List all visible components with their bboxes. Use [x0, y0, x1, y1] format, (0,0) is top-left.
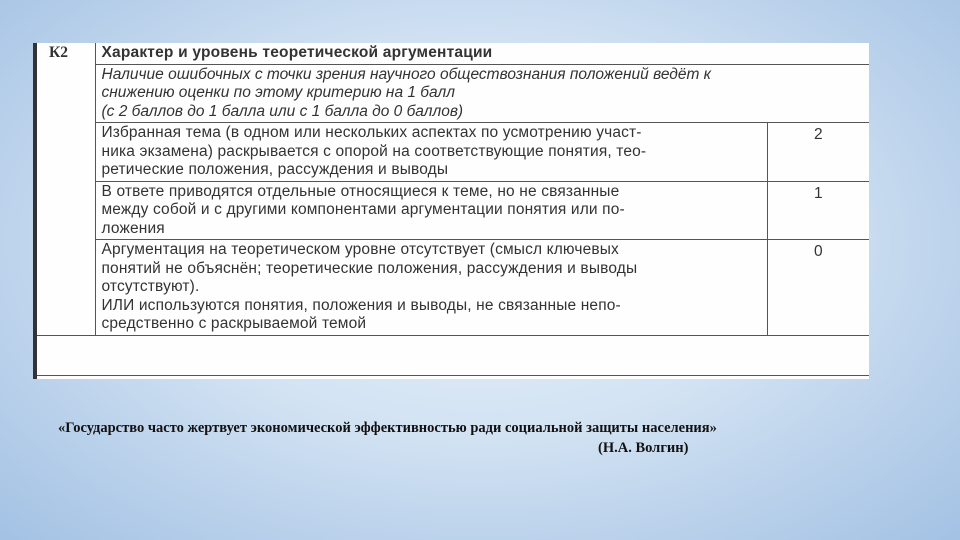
description-line: ретические положения, рассуждения и выводы	[101, 161, 449, 178]
description-line: Аргументация на теоретическом уровне отсутствует (смысл ключевых	[101, 241, 619, 258]
quote-author: (Н.А. Волгин)	[598, 440, 689, 456]
score-value: 0	[767, 240, 869, 336]
criterion-note	[95, 64, 869, 123]
criterion-description	[95, 123, 767, 182]
description-line: ИЛИ используются понятия, положения и выводы, не связанные непо-	[101, 296, 621, 314]
description-line: В ответе приводятся отдельные относящиеся к теме, но не связанные	[101, 182, 620, 200]
note-line: снижению оценки по этому критерию на 1 балл	[101, 84, 455, 101]
description-line: ника экзамена) раскрывается с опорой на соответствующие понятия, тео-	[101, 142, 647, 160]
score-value: 2	[767, 123, 869, 182]
criterion-code: К2	[37, 43, 95, 335]
criterion-description	[95, 181, 767, 240]
score-row-1	[37, 181, 869, 240]
score-row-0	[37, 240, 869, 336]
description-line: отсутствуют).	[101, 278, 200, 295]
note-line: Наличие ошибочных с точки зрения научного обществознания положений ведёт к	[101, 65, 711, 83]
description-line: понятий не объяснён; теоретические положения, рассуждения и выводы	[101, 259, 638, 277]
description-line: между собой и с другими компонентами аргументации понятия или по-	[101, 201, 625, 218]
criterion-title: Характер и уровень теоретической аргументации	[95, 43, 869, 64]
criterion-note-row	[37, 64, 869, 123]
score-row-2	[37, 123, 869, 182]
score-value: 1	[767, 181, 869, 240]
table-bottom-border	[37, 375, 869, 379]
description-line: Избранная тема (в одном или нескольких аспектах по усмотрению участ-	[101, 124, 642, 141]
criterion-header-row	[37, 43, 869, 64]
quote-text: «Государство часто жертвует экономической эффективностью ради социальной защиты населения»	[58, 420, 717, 436]
criteria-table	[33, 43, 869, 379]
essay-quote	[40, 418, 920, 458]
criterion-description	[95, 240, 767, 336]
description-line: средственно с раскрываемой темой	[101, 315, 367, 332]
note-line: (с 2 баллов до 1 балла или с 1 балла до 0 баллов)	[101, 102, 464, 120]
description-line: ложения	[101, 219, 165, 237]
